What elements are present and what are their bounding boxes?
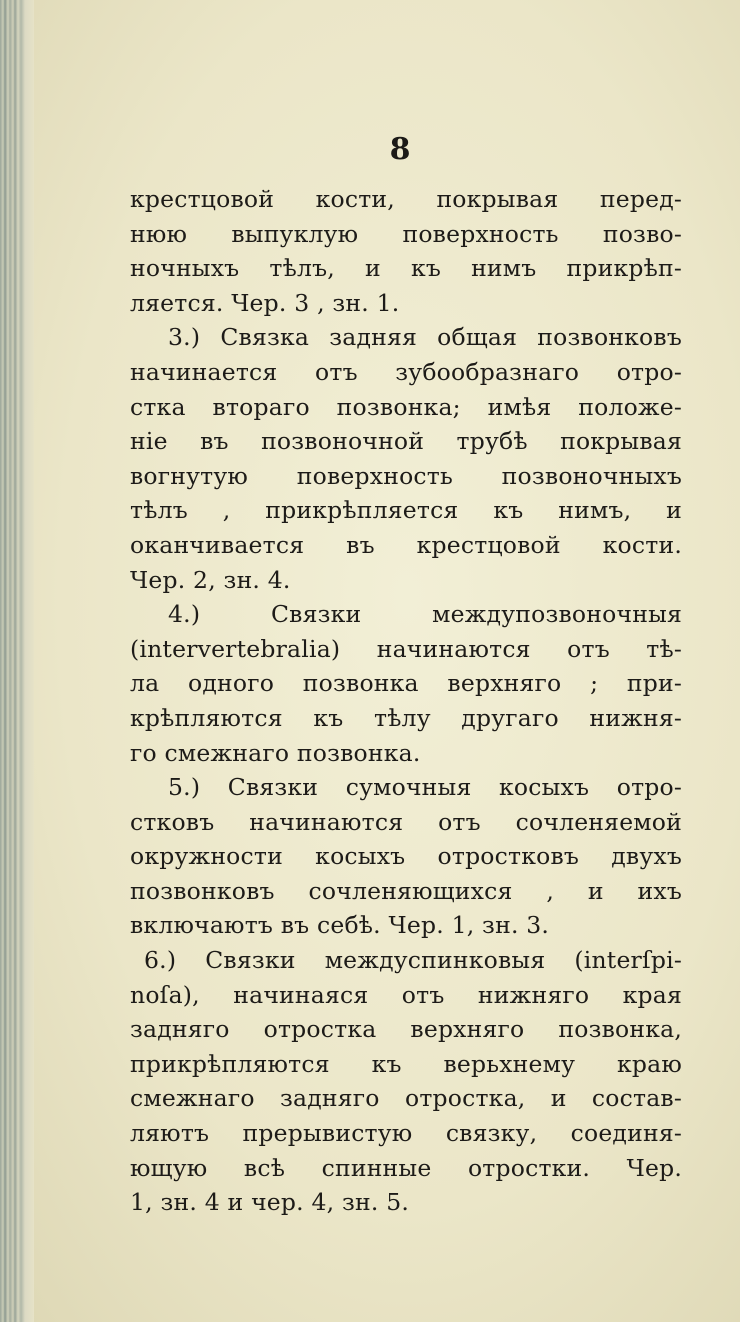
text-line: го смежнаго позвонка. bbox=[130, 738, 421, 767]
text-line: прикрѣпляются къ верьхнему краю bbox=[130, 1049, 682, 1078]
text-line: включаютъ въ себѣ. Чер. 1, зн. 3. bbox=[130, 911, 550, 940]
text-line: оканчивается въ крестцовой кости. bbox=[130, 530, 682, 559]
text-line: Чер. 2, зн. 4. bbox=[130, 565, 291, 594]
book-binding-edge bbox=[0, 0, 34, 1322]
text-line: начинается отъ зубообразнаго отро- bbox=[130, 357, 682, 386]
text-line: ющую всѣ спинные отростки. Чер. bbox=[130, 1153, 682, 1182]
text-line: ляютъ прерывистую связку, соединя- bbox=[130, 1119, 682, 1148]
text-line: крѣпляются къ тѣлу другаго нижня- bbox=[130, 703, 682, 732]
text-line: стковъ начинаются отъ сочленяемой bbox=[130, 807, 682, 836]
text-line: ла одного позвонка верхняго ; при- bbox=[130, 669, 682, 698]
text-line: noſa), начинаяся отъ нижняго края bbox=[130, 980, 682, 1009]
text-line: крестцовой кости, покрывая перед- bbox=[130, 185, 682, 213]
text-line: окружности косыхъ отростковъ двухъ bbox=[130, 842, 682, 871]
text-line: 1, зн. 4 и чер. 4, зн. 5. bbox=[130, 1188, 410, 1217]
text-line: задняго отростка верхняго позвонка, bbox=[130, 1015, 682, 1044]
text-line: смежнаго задняго отростка, и состав- bbox=[130, 1084, 682, 1113]
text-line: 4.) Связки междупозвоночныя bbox=[168, 600, 682, 629]
text-line: ляется. Чер. 3 , зн. 1. bbox=[130, 288, 400, 317]
text-line: (intervertebralia) начинаются отъ тѣ- bbox=[130, 634, 682, 663]
text-line: нiе въ позвоночной трубѣ покрывая bbox=[130, 427, 682, 456]
body-text bbox=[130, 182, 682, 1220]
text-line: нюю выпуклую поверхность позво- bbox=[130, 219, 682, 248]
text-line: 3.) Связка задняя общая позвонковъ bbox=[168, 323, 682, 352]
text-line: тѣлъ , прикрѣпляется къ нимъ, и bbox=[130, 496, 682, 525]
page-number: 8 bbox=[389, 132, 411, 167]
text-line: 5.) Связки сумочныя косыхъ отро- bbox=[168, 773, 682, 802]
text-line: стка втораго позвонка; имѣя положе- bbox=[130, 392, 682, 421]
text-line: вогнутую поверхность позвоночныхъ bbox=[130, 461, 682, 490]
text-line: ночныхъ тѣлъ, и къ нимъ прикрѣп- bbox=[130, 254, 682, 283]
text-line: позвонковъ сочленяющихся , и ихъ bbox=[130, 876, 682, 905]
text-line: 6.) Связки междуспинковыя (interſpi- bbox=[144, 946, 682, 975]
